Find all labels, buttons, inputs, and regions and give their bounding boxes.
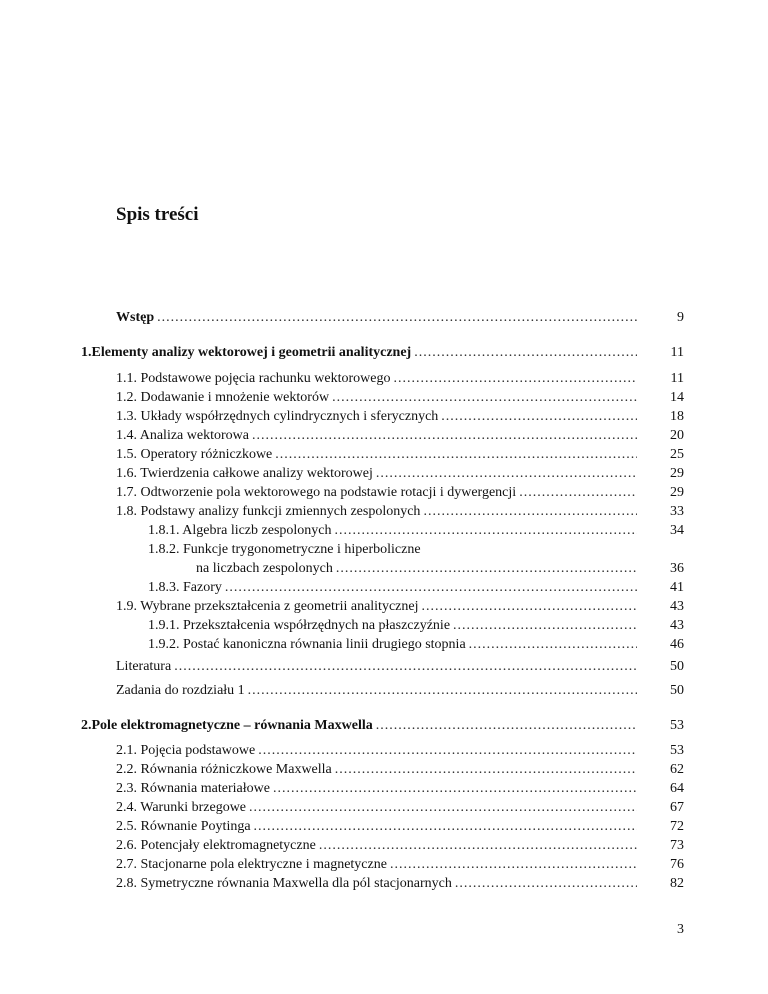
toc-chapter-1[interactable] xyxy=(81,345,684,365)
toc-entry-label: 2.3. Równania materiałowe xyxy=(116,781,270,796)
toc-entry-label: 1.7. Odtworzenie pola wektorowego na podstawie rotacji i dywergencji xyxy=(116,485,517,500)
toc-entry-label: 2.7. Stacjonarne pola elektryczne i magnetyczne xyxy=(116,857,387,872)
dot-leader xyxy=(225,580,637,596)
toc-section-2-2[interactable] xyxy=(116,762,684,782)
toc-chapter-number: 1. xyxy=(81,345,92,360)
toc-section-1-4[interactable] xyxy=(116,428,684,448)
dot-leader xyxy=(249,800,637,816)
dot-leader xyxy=(336,561,637,577)
toc-entry-page: 64 xyxy=(670,781,684,796)
toc-entry-page: 50 xyxy=(670,659,684,674)
dot-leader xyxy=(319,838,637,854)
page-title: Spis treści xyxy=(116,204,199,225)
toc-entry-label: 1.1. Podstawowe pojęcia rachunku wektorowego xyxy=(116,371,391,386)
toc-literature-1[interactable] xyxy=(116,659,684,679)
toc-entry-label: 1.8. Podstawy analizy funkcji zmiennych zespolonych xyxy=(116,504,421,519)
toc-section-2-3[interactable] xyxy=(116,781,684,801)
toc-entry-page: 72 xyxy=(670,819,684,834)
toc-entry-label: Zadania do rozdziału 1 xyxy=(116,683,245,698)
dot-leader xyxy=(332,390,637,406)
dot-leader xyxy=(393,371,637,387)
toc-entry-label: 1.9.2. Postać kanoniczna równania linii drugiego stopnia xyxy=(148,637,466,652)
toc-subsection-1-8-1[interactable] xyxy=(148,523,684,543)
toc-section-1-9[interactable] xyxy=(116,599,684,619)
toc-entry-page: 73 xyxy=(670,838,684,853)
toc-section-2-7[interactable] xyxy=(116,857,684,877)
dot-leader xyxy=(258,743,637,759)
toc-entry-label: 1.8.3. Fazory xyxy=(148,580,222,595)
toc-section-1-3[interactable] xyxy=(116,409,684,429)
toc-entry-label: Wstęp xyxy=(116,310,155,325)
toc-entry-label: 2.4. Warunki brzegowe xyxy=(116,800,247,815)
toc-chapter-number: 2. xyxy=(81,718,92,733)
dot-leader xyxy=(519,485,637,501)
toc-entry-page: 11 xyxy=(670,345,684,360)
dot-leader xyxy=(469,637,637,653)
toc-section-2-6[interactable] xyxy=(116,838,684,858)
toc-entry-label: 1.9.1. Przekształcenia współrzędnych na płaszczyźnie xyxy=(148,618,451,633)
toc-entry-page: 11 xyxy=(670,371,684,386)
toc-entry-page: 14 xyxy=(670,390,684,405)
toc-entry-label: na liczbach zespolonych xyxy=(196,561,333,576)
toc-chapter-2[interactable] xyxy=(81,718,684,738)
toc-entry-label: Pole elektromagnetyczne – równania Maxwella xyxy=(91,718,373,733)
toc-section-2-8[interactable] xyxy=(116,876,684,896)
dot-leader xyxy=(453,618,637,634)
toc-section-1-6[interactable] xyxy=(116,466,684,486)
dot-leader xyxy=(254,819,637,835)
toc-entry-page: 67 xyxy=(670,800,684,815)
toc-section-2-4[interactable] xyxy=(116,800,684,820)
toc-entry-label: 2.1. Pojęcia podstawowe xyxy=(116,743,256,758)
dot-leader xyxy=(455,876,637,892)
toc-entry-label: 1.4. Analiza wektorowa xyxy=(116,428,249,443)
toc-entry-page: 76 xyxy=(670,857,684,872)
toc-entry-page: 9 xyxy=(677,310,684,325)
toc-entry-label: 1.6. Twierdzenia całkowe analizy wektorowej xyxy=(116,466,373,481)
toc-entry-page: 29 xyxy=(670,485,684,500)
toc-entry-page: 18 xyxy=(670,409,684,424)
dot-leader xyxy=(275,447,637,463)
toc-entry-label: 1.9. Wybrane przekształcenia z geometrii analitycznej xyxy=(116,599,419,614)
dot-leader xyxy=(157,310,637,326)
page-number: 3 xyxy=(677,922,684,937)
toc-subsection-1-8-2[interactable] xyxy=(148,542,684,562)
dot-leader xyxy=(441,409,637,425)
toc-entry-intro[interactable] xyxy=(116,310,684,330)
dot-leader xyxy=(252,428,637,444)
toc-entry-label: 1.8.1. Algebra liczb zespolonych xyxy=(148,523,332,538)
toc-entry-page: 36 xyxy=(670,561,684,576)
toc-entry-label: Literatura xyxy=(116,659,172,674)
toc-entry-label: 2.6. Potencjały elektromagnetyczne xyxy=(116,838,316,853)
toc-subsection-1-9-1[interactable] xyxy=(148,618,684,638)
toc-entry-label: Elementy analizy wektorowej i geometrii analitycznej xyxy=(91,345,412,360)
toc-entry-label: 2.8. Symetryczne równania Maxwella dla pól stacjonarnych xyxy=(116,876,452,891)
toc-entry-page: 41 xyxy=(670,580,684,595)
toc-subsection-1-8-3[interactable] xyxy=(148,580,684,600)
toc-entry-page: 29 xyxy=(670,466,684,481)
toc-entry-label: 1.2. Dodawanie i mnożenie wektorów xyxy=(116,390,330,405)
toc-section-1-1[interactable] xyxy=(116,371,684,391)
dot-leader xyxy=(390,857,637,873)
toc-section-1-8[interactable] xyxy=(116,504,684,524)
toc-section-1-2[interactable] xyxy=(116,390,684,410)
toc-entry-label: 2.5. Równanie Poytinga xyxy=(116,819,251,834)
dot-leader xyxy=(174,659,637,675)
toc-section-2-5[interactable] xyxy=(116,819,684,839)
toc-entry-page: 43 xyxy=(670,599,684,614)
toc-entry-page: 62 xyxy=(670,762,684,777)
toc-exercises-1[interactable] xyxy=(116,683,684,703)
dot-leader xyxy=(423,504,637,520)
toc-entry-page: 53 xyxy=(670,743,684,758)
toc-entry-label: 1.3. Układy współrzędnych cylindrycznych i sferycznych xyxy=(116,409,439,424)
dot-leader xyxy=(376,466,637,482)
toc-entry-label: 2.2. Równania różniczkowe Maxwella xyxy=(116,762,332,777)
toc-entry-page: 25 xyxy=(670,447,684,462)
toc-entry-page: 43 xyxy=(670,618,684,633)
dot-leader xyxy=(273,781,637,797)
toc-section-2-1[interactable] xyxy=(116,743,684,763)
toc-section-1-5[interactable] xyxy=(116,447,684,467)
toc-section-1-7[interactable] xyxy=(116,485,684,505)
toc-entry-label: 1.5. Operatory różniczkowe xyxy=(116,447,273,462)
toc-entry-page: 82 xyxy=(670,876,684,891)
dot-leader xyxy=(335,523,637,539)
toc-entry-page: 33 xyxy=(670,504,684,519)
toc-entry-page: 20 xyxy=(670,428,684,443)
dot-leader xyxy=(335,762,637,778)
toc-entry-page: 34 xyxy=(670,523,684,538)
toc-entry-page: 46 xyxy=(670,637,684,652)
toc-entry-label: 1.8.2. Funkcje trygonometryczne i hiperboliczne xyxy=(148,542,421,557)
toc-entry-page: 50 xyxy=(670,683,684,698)
toc-subsection-1-9-2[interactable] xyxy=(148,637,684,657)
dot-leader xyxy=(421,599,637,615)
dot-leader xyxy=(376,718,637,734)
toc-entry-page: 53 xyxy=(670,718,684,733)
dot-leader xyxy=(248,683,637,699)
toc-subsection-1-8-2-cont[interactable] xyxy=(196,561,684,581)
dot-leader xyxy=(414,345,637,361)
